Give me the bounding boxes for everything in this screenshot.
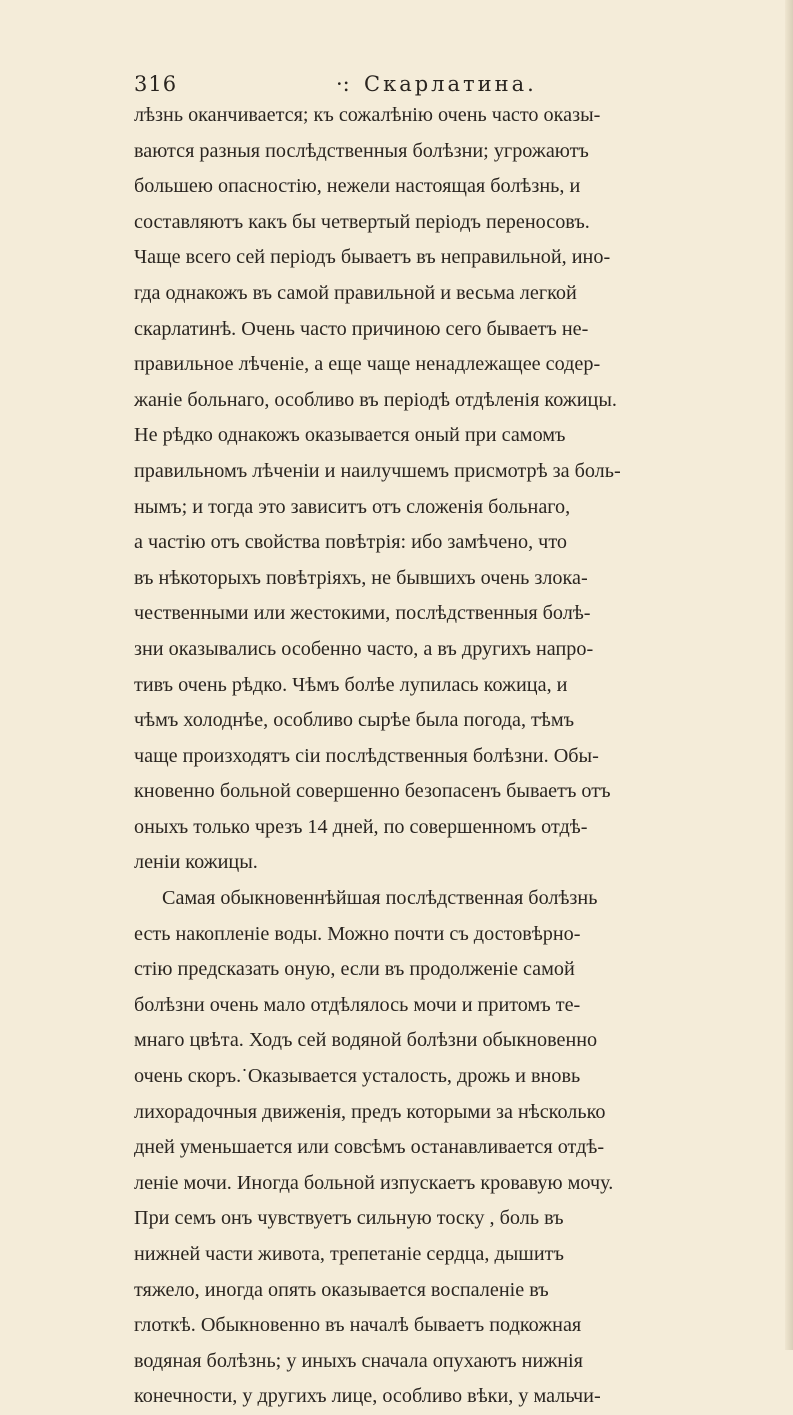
- text-line: нижней части живота, трепетаніе сердца, дышитъ: [134, 1243, 564, 1265]
- text-line: лихорадочныя движенія, предъ которыми за нѣсколько: [134, 1100, 606, 1123]
- text-line: При семъ онъ чувствуетъ сильную тоску , боль въ: [134, 1207, 564, 1230]
- page-number: 316: [134, 72, 178, 96]
- text-line: чѣмъ холоднѣе, особливо сырѣе была погода, тѣмъ: [134, 709, 575, 732]
- text-line: чаще произходятъ сіи послѣдственныя болѣзни. Обы-: [134, 744, 599, 767]
- text-line: дней уменьшается или совсѣмъ останавливается отдѣ-: [134, 1136, 605, 1159]
- text-line: Самая обыкновеннѣйшая послѣдственная болѣзнь: [162, 887, 598, 910]
- running-header: [134, 72, 734, 100]
- text-line: леніе мочи. Иногда больной изпускаетъ кровавую мочу.: [134, 1171, 614, 1194]
- text-line: а частію отъ свойства повѣтрія: ибо замѣчено, что: [134, 531, 567, 554]
- text-line: оныхъ только чрезъ 14 дней, по совершенномъ отдѣ-: [134, 815, 588, 838]
- text-line: большею опасностію, нежели настоящая болѣзнь, и: [134, 175, 581, 198]
- text-line: тяжело, иногда опять оказывается воспаленіе въ: [134, 1278, 549, 1301]
- text-line: глоткѣ. Обыкновенно въ началѣ бываетъ подкожная: [134, 1314, 582, 1337]
- text-line: чественными или жестокими, послѣдственныя болѣ-: [134, 602, 591, 625]
- text-line: гда однакожъ въ самой правильной и весьма легкой: [134, 281, 577, 304]
- text-line: есть накопленіе воды. Можно почти съ достовѣрно-: [134, 922, 581, 945]
- text-line: правильномъ лѣченіи и наилучшемъ присмотрѣ за боль-: [134, 459, 621, 482]
- text-line: кновенно больной совершенно безопасенъ бываетъ отъ: [134, 780, 611, 803]
- text-line: составляютъ какъ бы четвертый періодъ переносовъ.: [134, 210, 590, 233]
- text-line: стію предсказать оную, если въ продолженіе самой: [134, 958, 575, 981]
- text-line: правильное лѣченіе, а еще чаще ненадлежащее содер-: [134, 353, 601, 376]
- text-line: ваются разныя послѣдственныя болѣзни; угрожаютъ: [134, 139, 589, 162]
- text-line: болѣзни очень мало отдѣлялось мочи и притомъ те-: [134, 993, 581, 1016]
- text-line: въ нѣкоторыхъ повѣтріяхъ, не бывшихъ очень злока-: [134, 566, 588, 589]
- text-line: мнаго цвѣта. Ходъ сей водяной болѣзни обыкновенно: [134, 1029, 598, 1052]
- text-line: конечности, у другихъ лице, особливо вѣки, у мальчи-: [134, 1385, 601, 1408]
- text-line: Не рѣдко однакожъ оказывается оный при самомъ: [134, 424, 566, 447]
- text-line: жаніе больнаго, особливо въ періодѣ отдѣленія кожицы.: [134, 388, 617, 411]
- text-line: скарлатинѣ. Очень часто причиною сего бываетъ не-: [134, 317, 589, 340]
- text-line: нымъ; и тогда это зависитъ отъ сложенія больнаго,: [134, 495, 571, 518]
- text-line: зни оказывались особенно часто, а въ другихъ напро-: [134, 637, 594, 660]
- header-ornament: ·:: [336, 72, 350, 96]
- page-edge: [785, 0, 793, 1350]
- text-line: Чаще всего сей періодъ бываетъ въ неправильной, ино-: [134, 246, 611, 269]
- text-line: тивъ очень рѣдко. Чѣмъ болѣе лупилась кожица, и: [134, 673, 568, 696]
- text-line: лѣзнь оканчивается; къ сожалѣнію очень часто оказы-: [134, 104, 601, 126]
- body-text: [134, 98, 784, 1415]
- running-title: Скарлатина.: [364, 72, 537, 96]
- text-line: леніи кожицы.: [134, 851, 258, 874]
- text-line: водяная болѣзнь; у иныхъ сначала опухаютъ нижнія: [134, 1349, 583, 1372]
- text-line: очень скоръ.˙Оказывается усталость, дрожь и вновь: [134, 1065, 581, 1088]
